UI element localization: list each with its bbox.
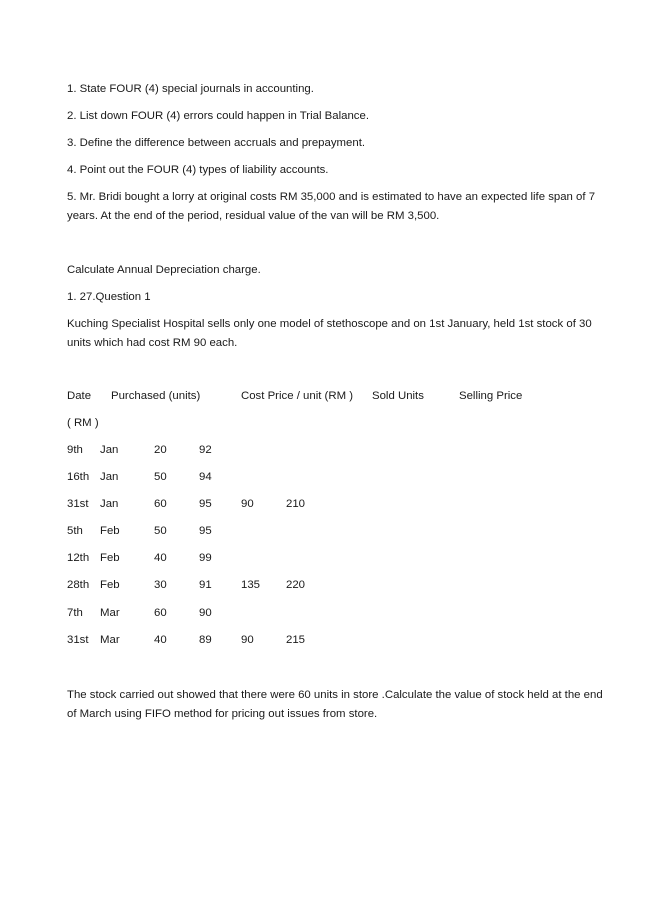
row-cost: 95	[199, 525, 212, 537]
row-sold: 135	[241, 579, 261, 591]
row-selling: 215	[286, 634, 306, 646]
row-day: 5th	[67, 525, 83, 537]
row-month: Jan	[100, 498, 119, 510]
header-date: Date	[67, 390, 92, 402]
header-selling-price: Selling Price	[459, 390, 523, 402]
row-month: Jan	[100, 471, 119, 483]
row-day: 12th	[67, 552, 90, 564]
row-purchased: 50	[154, 471, 167, 483]
row-cost: 99	[199, 552, 212, 564]
row-month: Mar	[100, 607, 120, 619]
row-purchased: 20	[154, 444, 167, 456]
row-day: 31st	[67, 634, 89, 646]
calc-instruction: Calculate Annual Depreciation charge.	[67, 264, 261, 276]
row-month: Feb	[100, 579, 120, 591]
row-purchased: 60	[154, 607, 167, 619]
row-month: Jan	[100, 444, 119, 456]
header-cost-price: Cost Price / unit (RM )	[241, 390, 354, 402]
row-day: 28th	[67, 579, 90, 591]
row-selling: 220	[286, 579, 306, 591]
row-cost: 90	[199, 607, 212, 619]
row-month: Mar	[100, 634, 120, 646]
question-heading: 1. 27.Question 1	[67, 291, 151, 303]
row-selling: 210	[286, 498, 306, 510]
row-cost: 89	[199, 634, 212, 646]
row-purchased: 60	[154, 498, 167, 510]
row-purchased: 40	[154, 634, 167, 646]
question-1: 1. State FOUR (4) special journals in accounting.	[67, 83, 314, 95]
row-cost: 92	[199, 444, 212, 456]
row-cost: 95	[199, 498, 212, 510]
row-purchased: 50	[154, 525, 167, 537]
row-purchased: 40	[154, 552, 167, 564]
question-2: 2. List down FOUR (4) errors could happen in Trial Balance.	[67, 110, 369, 122]
unit-note: ( RM )	[67, 417, 99, 429]
question-3: 3. Define the difference between accruals and prepayment.	[67, 137, 366, 149]
row-month: Feb	[100, 525, 120, 537]
row-day: 31st	[67, 498, 89, 510]
row-month: Feb	[100, 552, 120, 564]
row-cost: 94	[199, 471, 212, 483]
row-sold: 90	[241, 498, 254, 510]
row-purchased: 30	[154, 579, 167, 591]
row-cost: 91	[199, 579, 212, 591]
question-4: 4. Point out the FOUR (4) types of liability accounts.	[67, 164, 329, 176]
row-day: 7th	[67, 607, 83, 619]
row-day: 16th	[67, 471, 90, 483]
header-purchased: Purchased (units)	[111, 390, 201, 402]
row-day: 9th	[67, 444, 83, 456]
scenario-text: Kuching Specialist Hospital sells only one model of stethoscope and on 1st January, held 1st stock of 30 units which had cost RM 90 each.	[67, 318, 592, 349]
header-sold-units: Sold Units	[372, 390, 424, 402]
question-5: 5. Mr. Bridi bought a lorry at original costs RM 35,000 and is estimated to have an expected life span of 7 years. At the end of the period, residual value of the van will be RM 3,500.	[67, 191, 596, 222]
conclusion-text: The stock carried out showed that there were 60 units in store .Calculate the value of stock held at the end of March using FIFO method for pricing out issues from store.	[67, 689, 603, 720]
row-sold: 90	[241, 634, 254, 646]
